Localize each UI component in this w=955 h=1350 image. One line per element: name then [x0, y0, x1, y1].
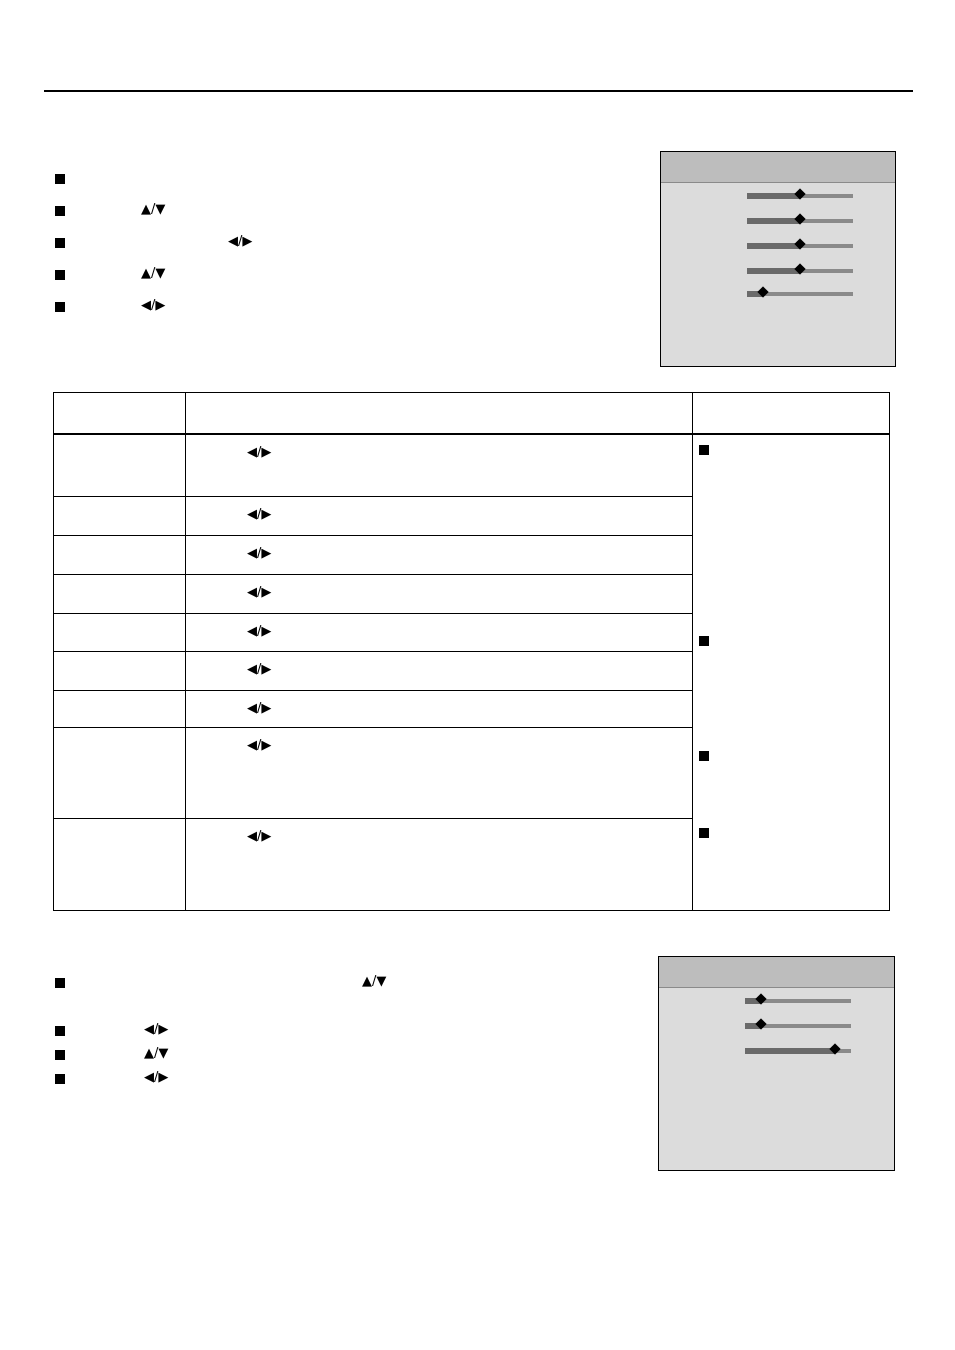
operation-cell — [186, 690, 693, 727]
left-right-arrows-icon: ◀/▶ — [247, 662, 272, 678]
bullet-square-icon — [699, 828, 709, 838]
operation-cell — [186, 727, 693, 818]
osd-menu-sound — [658, 956, 895, 1171]
item-cell — [54, 497, 186, 536]
left-right-arrows-icon: ◀/▶ — [247, 700, 272, 716]
bullet-square-icon — [55, 978, 65, 988]
settings-table — [53, 392, 890, 911]
item-cell — [54, 727, 186, 818]
left-right-arrows-icon: ◀/▶ — [141, 298, 166, 313]
item-cell — [54, 434, 186, 497]
bullet-square-icon — [55, 206, 65, 216]
left-right-arrows-icon: ◀/▶ — [247, 624, 272, 640]
table-header-row — [54, 393, 890, 434]
notes-cell — [693, 434, 890, 911]
operation-cell — [186, 497, 693, 536]
up-down-arrows-icon: ▲/▼ — [362, 974, 387, 989]
operation-cell — [186, 575, 693, 614]
bullet-square-icon — [55, 238, 65, 248]
left-right-arrows-icon: ◀/▶ — [247, 444, 272, 460]
up-down-arrows-icon: ▲/▼ — [141, 202, 166, 217]
left-right-arrows-icon: ◀/▶ — [247, 737, 272, 753]
osd-menu-picture — [660, 151, 896, 367]
left-right-arrows-icon: ◀/▶ — [247, 507, 272, 523]
operation-cell — [186, 652, 693, 690]
bullet-square-icon — [55, 1074, 65, 1084]
bullet-square-icon — [699, 751, 709, 761]
operation-cell — [186, 818, 693, 910]
header-cell — [693, 393, 890, 434]
up-down-arrows-icon: ▲/▼ — [144, 1046, 169, 1061]
left-right-arrows-icon: ◀/▶ — [144, 1022, 169, 1037]
operation-cell — [186, 536, 693, 575]
item-cell — [54, 690, 186, 727]
left-right-arrows-icon: ◀/▶ — [247, 585, 272, 601]
left-right-arrows-icon: ◀/▶ — [144, 1070, 169, 1085]
header-cell — [186, 393, 693, 434]
bullet-square-icon — [55, 270, 65, 280]
header-cell — [54, 393, 186, 434]
bullet-square-icon — [699, 445, 709, 455]
table-row — [54, 434, 890, 497]
bullet-square-icon — [55, 174, 65, 184]
osd-slider[interactable] — [747, 244, 853, 248]
osd-slider[interactable] — [747, 269, 853, 273]
operation-cell — [186, 434, 693, 497]
item-cell — [54, 614, 186, 652]
osd-slider[interactable] — [747, 219, 853, 223]
left-right-arrows-icon: ◀/▶ — [247, 546, 272, 562]
osd-slider[interactable] — [747, 292, 853, 296]
bullet-square-icon — [699, 636, 709, 646]
bullet-square-icon — [55, 1026, 65, 1036]
left-right-arrows-icon: ◀/▶ — [228, 234, 253, 249]
osd-slider[interactable] — [747, 194, 853, 198]
left-right-arrows-icon: ◀/▶ — [247, 828, 272, 844]
header-rule — [44, 90, 913, 92]
osd-slider[interactable] — [745, 1024, 851, 1028]
operation-cell — [186, 614, 693, 652]
item-cell — [54, 536, 186, 575]
osd-slider[interactable] — [745, 1049, 851, 1053]
bullet-square-icon — [55, 302, 65, 312]
bullet-square-icon — [55, 1050, 65, 1060]
item-cell — [54, 652, 186, 690]
up-down-arrows-icon: ▲/▼ — [141, 266, 166, 281]
osd-header-bar — [661, 152, 895, 183]
osd-slider[interactable] — [745, 999, 851, 1003]
item-cell — [54, 818, 186, 910]
osd-header-bar — [659, 957, 894, 988]
item-cell — [54, 575, 186, 614]
